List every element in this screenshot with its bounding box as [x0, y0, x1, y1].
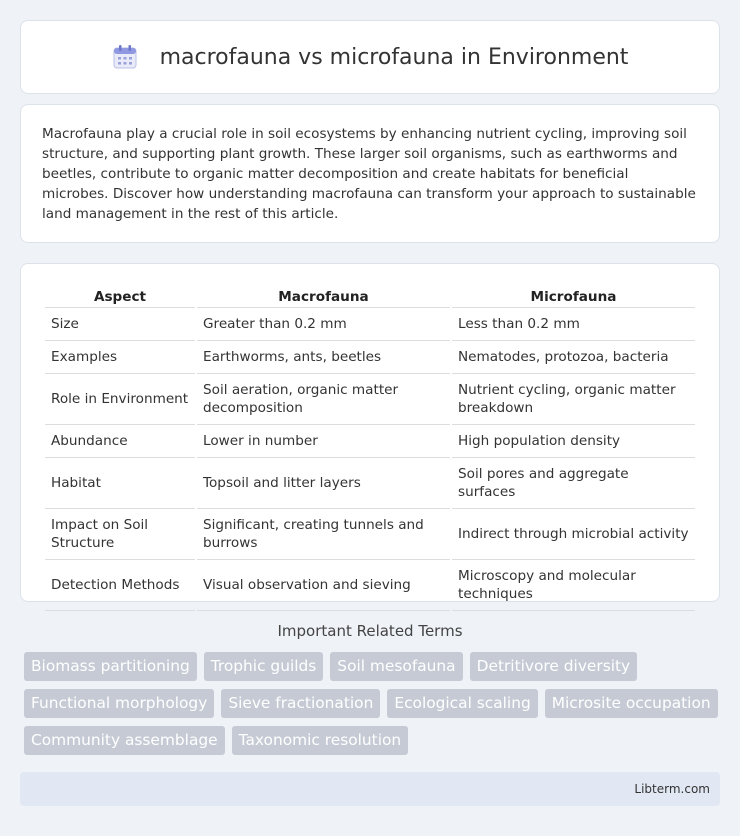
related-term-tag[interactable]: Community assemblage	[24, 726, 225, 755]
table-row	[45, 425, 695, 458]
related-term-tag[interactable]: Microsite occupation	[545, 689, 718, 718]
comparison-table-card	[20, 263, 720, 602]
table-row	[45, 308, 695, 341]
table-cell: High population density	[452, 425, 695, 458]
related-terms-list	[20, 652, 720, 755]
related-terms-title: Important Related Terms	[277, 622, 463, 640]
table-cell: Detection Methods	[45, 560, 195, 611]
intro-text: Macrofauna play a crucial role in soil ecosystems by enhancing nutrient cycling, improving soil structure, and supporting plant growth. These larger soil organisms, such as earthworms and beetles, contribute to organic matter decomposition and create habitats for beneficial microbes. Discover how understanding macrofauna can transform your approach to sustainable land management in the rest of this article.	[42, 126, 696, 222]
column-header-macrofauna: Macrofauna	[197, 284, 450, 308]
table-cell: Earthworms, ants, beetles	[197, 341, 450, 374]
table-cell: Abundance	[45, 425, 195, 458]
table-row	[45, 341, 695, 374]
calendar-icon	[112, 44, 138, 70]
related-terms-section	[20, 622, 720, 755]
intro-card	[20, 104, 720, 243]
table-cell: Indirect through microbial activity	[452, 509, 695, 560]
table-cell: Size	[45, 308, 195, 341]
related-term-tag[interactable]: Soil mesofauna	[330, 652, 462, 681]
table-cell: Nematodes, protozoa, bacteria	[452, 341, 695, 374]
column-header-microfauna: Microfauna	[452, 284, 695, 308]
page-title: macrofauna vs microfauna in Environment	[159, 44, 629, 70]
table-cell: Role in Environment	[45, 374, 195, 425]
table-header-row	[45, 284, 695, 308]
table-cell: Greater than 0.2 mm	[197, 308, 450, 341]
table-row	[45, 374, 695, 425]
related-term-tag[interactable]: Taxonomic resolution	[232, 726, 409, 755]
table-cell: Impact on Soil Structure	[45, 509, 195, 560]
footer-site-link[interactable]: Libterm.com	[634, 782, 710, 796]
table-row	[45, 458, 695, 509]
related-term-tag[interactable]: Functional morphology	[24, 689, 214, 718]
column-header-aspect: Aspect	[45, 284, 195, 308]
table-row	[45, 560, 695, 611]
related-term-tag[interactable]: Biomass partitioning	[24, 652, 197, 681]
table-cell: Microscopy and molecular techniques	[452, 560, 695, 611]
table-cell: Lower in number	[197, 425, 450, 458]
related-term-tag[interactable]: Detritivore diversity	[470, 652, 638, 681]
comparison-table	[43, 284, 697, 611]
related-term-tag[interactable]: Trophic guilds	[204, 652, 324, 681]
related-term-tag[interactable]: Ecological scaling	[387, 689, 537, 718]
table-cell: Soil aeration, organic matter decomposition	[197, 374, 450, 425]
table-row	[45, 509, 695, 560]
table-cell: Significant, creating tunnels and burrows	[197, 509, 450, 560]
footer	[20, 772, 720, 806]
table-cell: Examples	[45, 341, 195, 374]
header-card	[20, 20, 720, 94]
related-term-tag[interactable]: Sieve fractionation	[221, 689, 380, 718]
table-cell: Soil pores and aggregate surfaces	[452, 458, 695, 509]
table-cell: Less than 0.2 mm	[452, 308, 695, 341]
table-cell: Topsoil and litter layers	[197, 458, 450, 509]
table-cell: Habitat	[45, 458, 195, 509]
table-cell: Nutrient cycling, organic matter breakdown	[452, 374, 695, 425]
table-cell: Visual observation and sieving	[197, 560, 450, 611]
